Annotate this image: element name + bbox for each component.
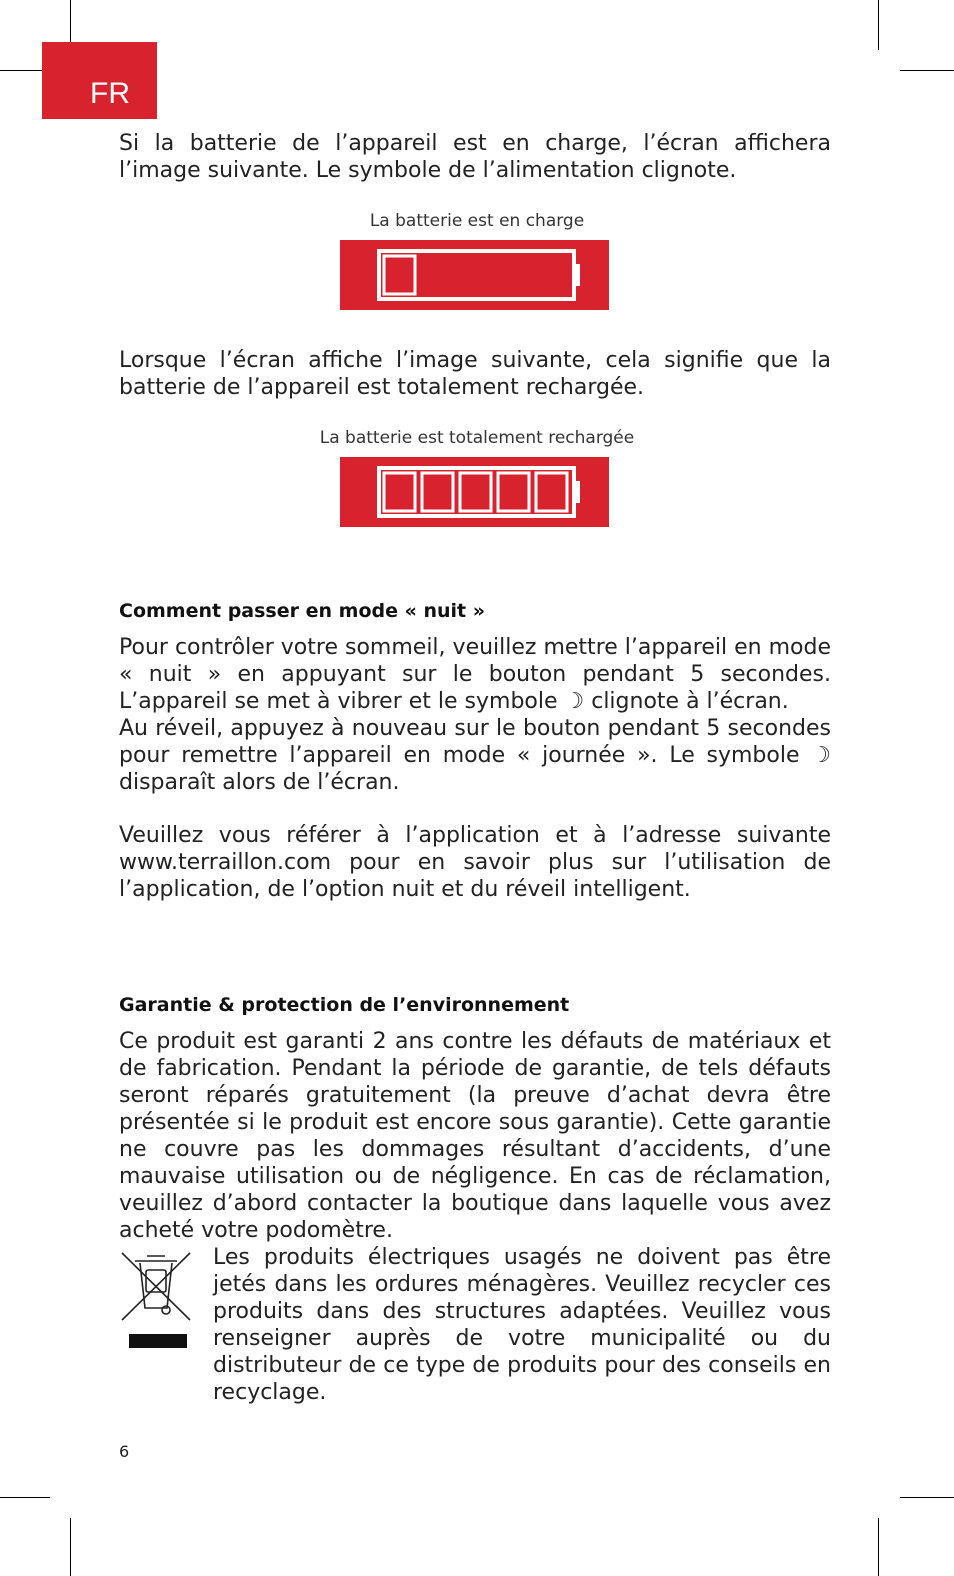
battery-full-image: [340, 457, 609, 527]
night-mode-para-1: Pour contrôler votre sommeil, veuillez mettre l’appareil en mode « nuit » en appuyant sur le bouton pendant 5 secondes. L’appareil se met à vibrer et le symbole ☽ clignote à l’écran.: [119, 635, 831, 714]
full-intro: Lorsque l’écran affiche l’image suivante, cela signifie que la batterie de l’appareil est totalement rechargée.: [119, 348, 831, 400]
night-mode-heading: Comment passer en mode « nuit »: [119, 600, 486, 622]
crop-mark: [900, 70, 954, 71]
battery-charging-icon: [340, 240, 609, 310]
language-label: FR: [90, 77, 130, 110]
battery-terminal: [572, 481, 580, 503]
crop-mark: [900, 1497, 954, 1498]
battery-bar: [498, 473, 529, 511]
battery-terminal: [572, 264, 580, 286]
battery-bar: [460, 473, 491, 511]
battery-bar: [384, 473, 415, 511]
night-mode-para-2: Au réveil, appuyez à nouveau sur le bouton pendant 5 secondes pour remettre l’appareil en mode « journée ». Le symbole ☽ disparaît alors de l’écran.: [119, 716, 831, 795]
crossed-out-wheelie-bin-icon: [119, 1250, 193, 1355]
battery-charging-image: [340, 240, 609, 310]
crop-mark: [70, 1518, 71, 1576]
charging-intro: Si la batterie de l’appareil est en charge, l’écran affichera l’image suivante. Le symbole de l’alimentation clignote.: [119, 131, 831, 183]
full-caption: La batterie est totalement rechargée: [319, 428, 635, 448]
charging-caption: La batterie est en charge: [369, 211, 585, 231]
battery-bar: [422, 473, 453, 511]
crop-mark: [0, 1497, 50, 1498]
warranty-para-1: Ce produit est garanti 2 ans contre les défauts de matériaux et de fabrication. Pendant la période de garantie, de tels défauts seront réparés gratuitement (la preuve d’achat devra être présentée si le produit est encore sous garantie). Cette garantie ne couvre pas les dommages résultant d’accidents, d’une mauvaise utilisation ou de négligence. En cas de réclamation, veuillez d’abord contacter la boutique dans laquelle vous avez acheté votre podomètre.: [119, 1029, 831, 1243]
crop-mark: [878, 0, 879, 50]
crop-mark: [878, 1518, 879, 1576]
night-mode-para-3: Veuillez vous référer à l’application et à l’adresse suivante www.terraillon.com pour en savoir plus sur l’utilisation de l’application, de l’option nuit et du réveil intelligent.: [119, 823, 831, 902]
warranty-para-2: Les produits électriques usagés ne doivent pas être jetés dans les ordures ménagères. Veuillez recycler ces produits dans des structures adaptées. Veuillez vous renseigner auprès de votre municipalité ou du distributeur de ce type de produits pour des conseils en recyclage.: [213, 1245, 831, 1405]
warranty-heading: Garantie & protection de l’environnement: [119, 994, 570, 1016]
battery-bar: [536, 473, 567, 511]
battery-full-icon: [340, 457, 609, 527]
battery-bar: [384, 256, 415, 294]
page-number: 6: [119, 1442, 130, 1461]
language-tab: [42, 42, 157, 119]
